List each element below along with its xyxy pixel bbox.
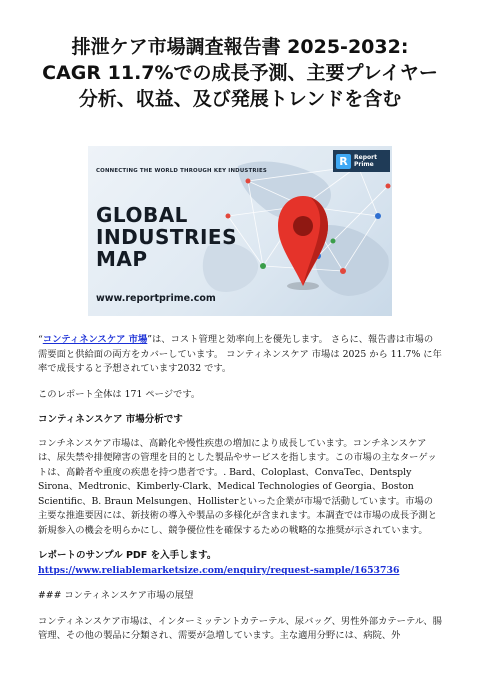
brand-text — [354, 154, 377, 168]
article-body — [38, 333, 442, 655]
intro-quote: “ — [38, 334, 43, 345]
sample-label: レポートのサンプル PDF を入手します。 — [38, 550, 217, 561]
hero-line-2: INDUSTRIES — [96, 225, 237, 249]
brand-mark-icon: R — [336, 154, 351, 169]
pages-note: このレポート全体は 171 ページです。 — [38, 388, 201, 400]
intro-paragraph — [38, 333, 442, 377]
brand-logo — [333, 150, 390, 172]
sample-link[interactable]: https://www.reliablemarketsize.com/enquiry/request-sample/1653736 — [38, 564, 400, 576]
hero-line-3: MAP — [96, 247, 148, 271]
outlook-heading: ### コンティネンスケア市場の展望 — [38, 590, 194, 601]
brand-line-2: Prime — [354, 161, 374, 168]
outlook-paragraph: コンティネンスケア市場は、インターミッテントカテーテル、尿バッグ、男性外部カテーテル、腸管理、その他の製品に分類され、需要が急増しています。主な適用分野には、病院、外 — [38, 615, 442, 641]
brand-line-1: Report — [354, 154, 377, 161]
page-title: 排泄ケア市場調査報告書 2025-2032: CAGR 11.7%での成長予測、主要プレイヤー分析、収益、及び発展トレンドを含む — [42, 36, 438, 110]
overview-paragraph: コンチネンスケア市場は、高齢化や慢性疾患の増加により成長しています。コンチネンスケアは、尿失禁や排便障害の管理を目的とした製品やサービスを指します。この市場の主なターゲットは、高齢者や重度の疾患を持つ患者です。. Bard、Coloplast、ConvaTec、Dentsply Sirona、Medtronic、Kimberly-Clark、Medical Technologies of Georgia、Boston Scientific、B. Braun Melsungen、Hollisterといった企業が市場で活動しています。市場の主要な推進要因には、新技術の導入や製品の多様化が含まれます。本調査では市場の成長予測と新規参入の機会を明らかにし、競争優位性を確保するための戦略的な推奨が示されています。 — [38, 437, 438, 536]
hero-image — [88, 146, 392, 316]
market-link[interactable]: コンティネンスケア 市場 — [42, 334, 148, 345]
sample-paragraph — [38, 549, 442, 578]
hero-tagline: CONNECTING THE WORLD THROUGH KEY INDUSTRIES — [96, 168, 267, 174]
overview-heading: コンティネンスケア 市場分析です — [38, 414, 183, 425]
hero-line-1: GLOBAL — [96, 203, 188, 227]
hero-url: www.reportprime.com — [96, 293, 216, 304]
intro-text: ”は、コスト管理と効率向上を優先します。 さらに、報告書は市場の需要面と供給面の両方をカバーしています。 コンティネンスケア 市場は 2025 から 11.7% に年率で成長すると予想されています2032 です。 — [38, 334, 442, 374]
